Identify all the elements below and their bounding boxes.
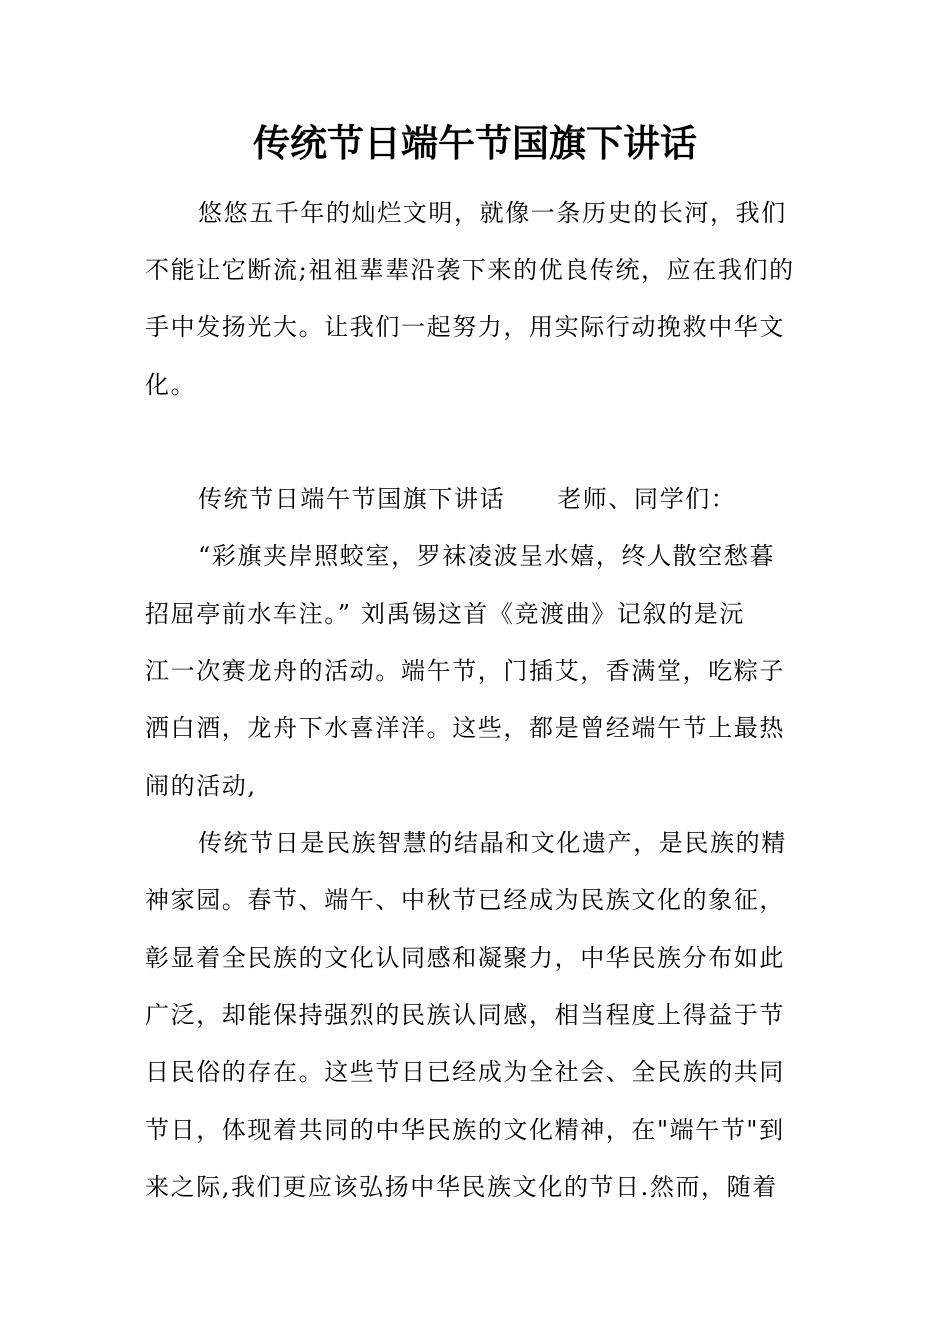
speech-heading-line	[198, 484, 863, 514]
paragraph-line: “彩旗夹岸照蛟室，罗袜凌波呈水嬉，终人散空愁暮	[198, 542, 776, 570]
paragraph-line: 日民俗的存在。这些节日已经成为全社会、全民族的共同	[145, 1058, 785, 1086]
paragraph-line: 不能让它断流;祖祖辈辈沿袭下来的优良传统，应在我们的	[145, 256, 795, 284]
speech-greeting: 老师、同学们：	[557, 485, 737, 513]
paragraph-line: 来之际,我们更应该弘扬中华民族文化的节日.然而，随着	[145, 1173, 778, 1201]
paragraph-line: 悠悠五千年的灿烂文明，就像一条历史的长河，我们	[198, 199, 787, 227]
paragraph-line: 广泛，却能保持强烈的民族认同感，相当程度上得益于节	[145, 1001, 785, 1029]
paragraph-line: 江一次赛龙舟的活动。端午节，门插艾，香满堂，吃粽子	[145, 657, 785, 685]
paragraph-line: 手中发扬光大。让我们一起努力，用实际行动挽救中华文	[145, 313, 785, 341]
paragraph-line: 神家园。春节、端午、中秋节已经成为民族文化的象征，	[145, 886, 785, 914]
paragraph-line: 洒白酒，龙舟下水喜洋洋。这些，都是曾经端午节上最热	[145, 714, 785, 742]
paragraph-line: 彰显着全民族的文化认同感和凝聚力，中华民族分布如此	[145, 944, 785, 972]
paragraph-line: 招屈亭前水车注。” 刘禹锡这首《竞渡曲》记叙的是沅	[145, 600, 745, 628]
document-title: 传统节日端午节国旗下讲话	[253, 122, 697, 165]
paragraph-line: 传统节日是民族智慧的结晶和文化遗产，是民族的精	[198, 829, 787, 857]
paragraph-line: 节日，体现着共同的中华民族的文化精神，在"端午节"到	[145, 1116, 785, 1144]
paragraph-line: 化。	[145, 371, 197, 399]
speech-title-repeat: 传统节日端午节国旗下讲话	[198, 485, 506, 513]
paragraph-line: 闹的活动,	[145, 772, 257, 800]
